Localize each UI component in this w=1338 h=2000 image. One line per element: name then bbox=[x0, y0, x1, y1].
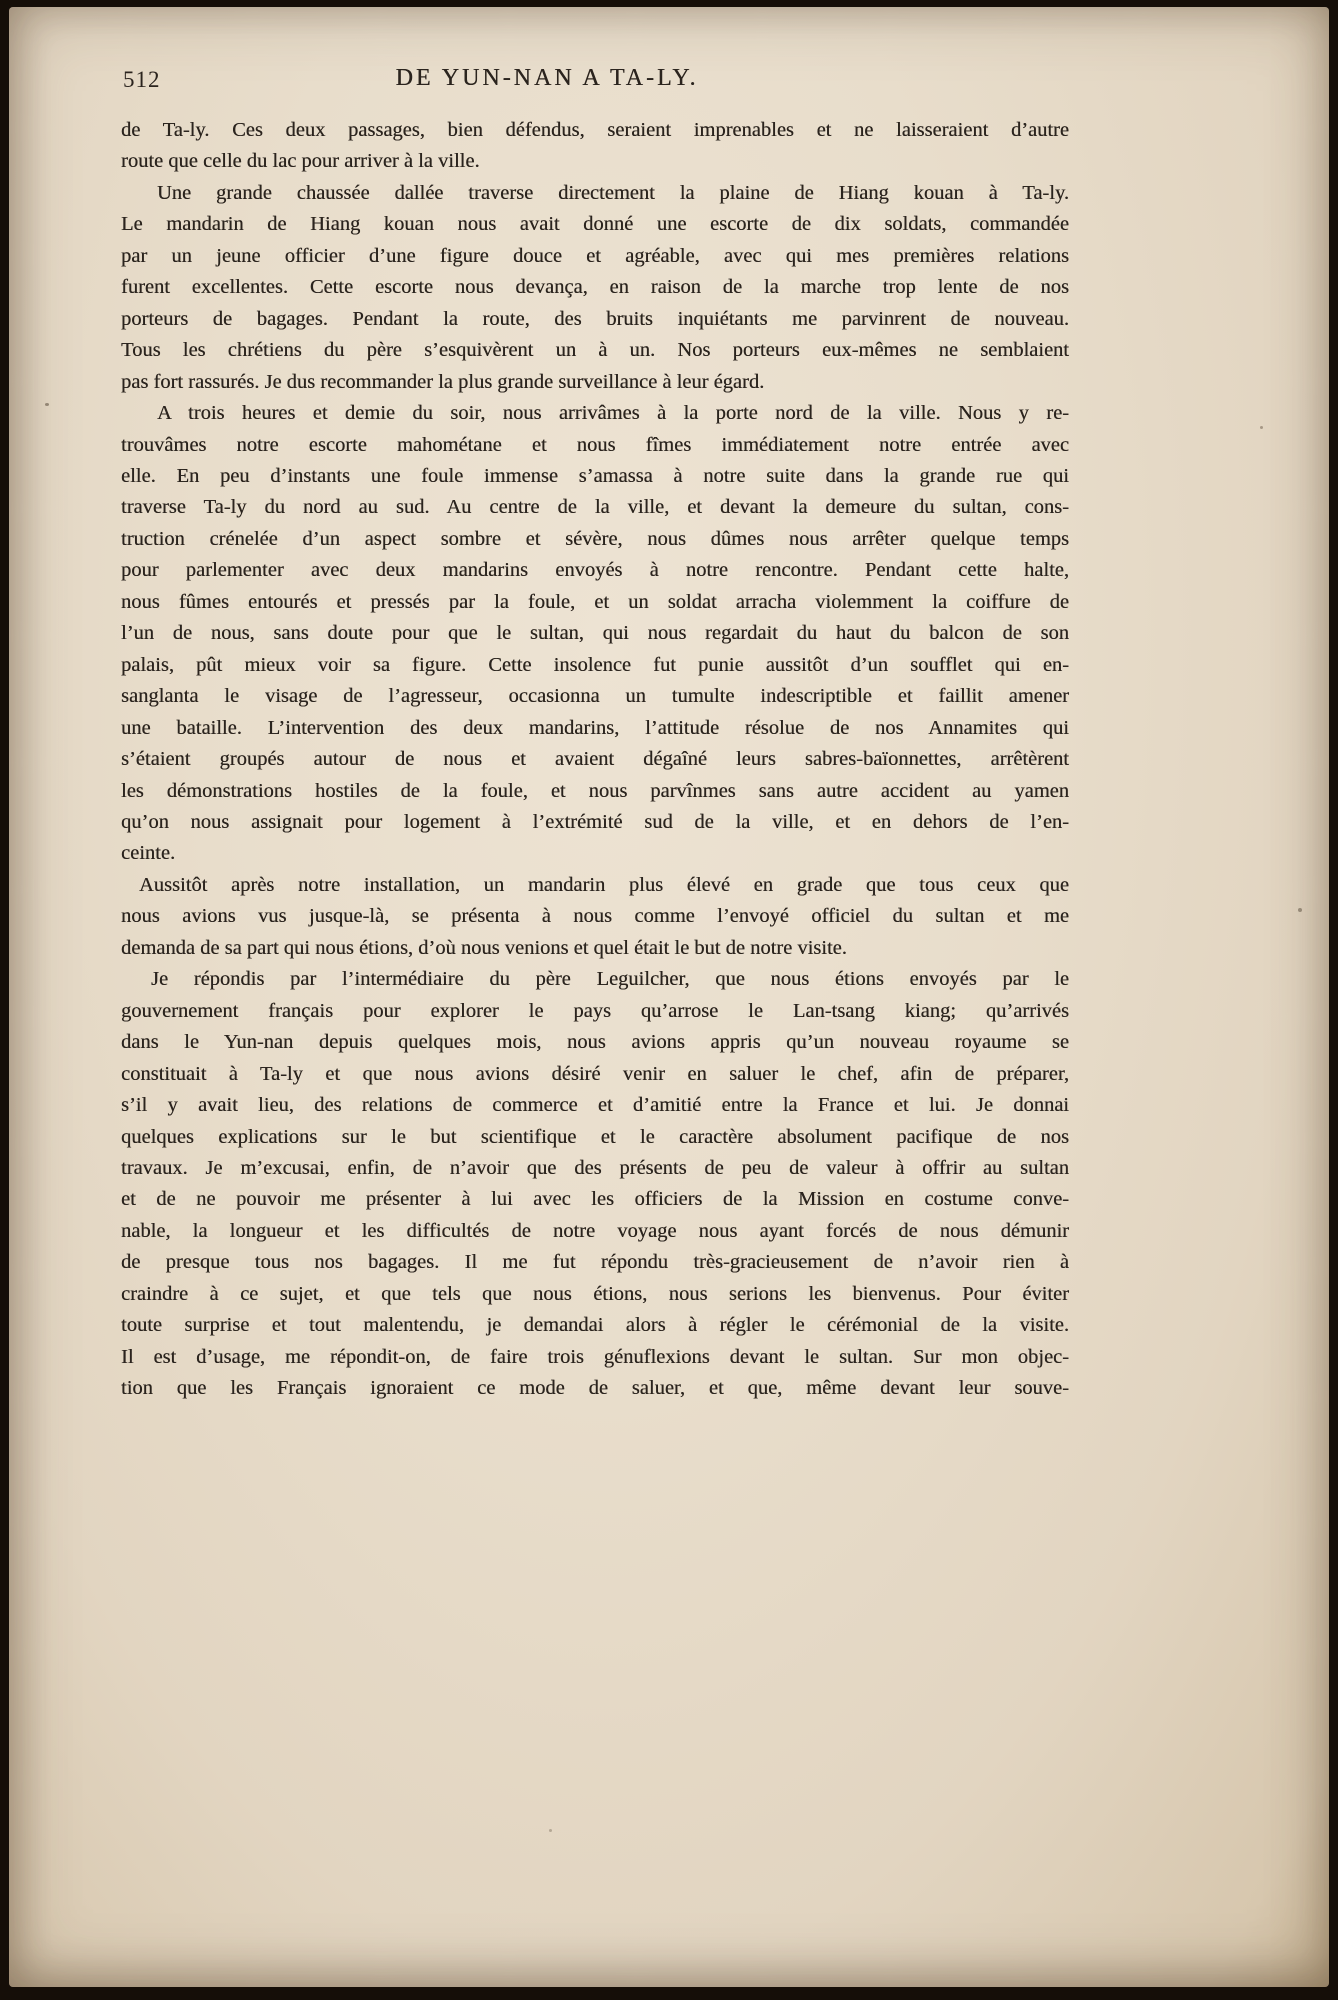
page-number: 512 bbox=[123, 67, 161, 92]
page-body bbox=[121, 115, 1069, 1405]
text-line: par un jeune officier d’une figure douce et agréable, avec qui mes premières relations bbox=[121, 244, 1069, 267]
running-title: DE YUN-NAN A TA-LY. bbox=[395, 65, 699, 91]
text-line: travaux. Je m’excusai, enfin, de n’avoir que des présents de peu de valeur à offrir au sultan bbox=[121, 1156, 1069, 1179]
scan-speck bbox=[45, 403, 49, 406]
scanned-book-page bbox=[9, 7, 1329, 1987]
text-line: gouvernement français pour explorer le pays qu’arrose le Lan-tsang kiang; qu’arrivés bbox=[121, 999, 1069, 1022]
text-line: s’étaient groupés autour de nous et avaient dégaîné leurs sabres-baïonnettes, arrêtèrent bbox=[121, 748, 1069, 771]
text-line: l’un de nous, sans doute pour que le sultan, qui nous regardait du haut du balcon de son bbox=[121, 622, 1069, 645]
text-line: constituait à Ta-ly et que nous avions désiré venir en saluer le chef, afin de préparer, bbox=[121, 1062, 1069, 1085]
text-line: route que celle du lac pour arriver à la ville. bbox=[121, 150, 480, 173]
text-line: furent excellentes. Cette escorte nous devança, en raison de la marche trop lente de nos bbox=[121, 276, 1069, 299]
scan-speck bbox=[549, 1829, 552, 1832]
text-line: traverse Ta-ly du nord au sud. Au centre de la ville, et devant la demeure du sultan, cons- bbox=[121, 496, 1069, 519]
text-line: sanglanta le visage de l’agresseur, occasionna un tumulte indescriptible et faillit amener bbox=[121, 685, 1069, 708]
text-line: les démonstrations hostiles de la foule, et nous parvînmes sans autre accident au yamen bbox=[121, 779, 1069, 802]
page-header bbox=[121, 59, 1069, 99]
text-line: nable, la longueur et les difficultés de notre voyage nous ayant forcés de nous démunir bbox=[121, 1219, 1069, 1242]
text-line: ceinte. bbox=[121, 842, 176, 865]
text-line: quelques explications sur le but scientifique et le caractère absolument pacifique de nos bbox=[121, 1125, 1069, 1148]
text-line: dans le Yun-nan depuis quelques mois, nous avions appris qu’un nouveau royaume se bbox=[121, 1031, 1069, 1054]
text-line: A trois heures et demie du soir, nous arrivâmes à la porte nord de la ville. Nous y re- bbox=[157, 402, 1069, 425]
text-line: Une grande chaussée dallée traverse directement la plaine de Hiang kouan à Ta-ly. bbox=[157, 181, 1069, 204]
text-line: palais, pût mieux voir sa figure. Cette insolence fut punie aussitôt d’un soufflet qui en- bbox=[121, 653, 1069, 676]
text-line: de presque tous nos bagages. Il me fut répondu très-gracieusement de n’avoir rien à bbox=[121, 1251, 1069, 1274]
text-line: Il est d’usage, me répondit-on, de faire trois génuflexions devant le sultan. Sur mon objec- bbox=[121, 1345, 1069, 1368]
text-line: craindre à ce sujet, et que tels que nous étions, nous serions les bienvenus. Pour éviter bbox=[121, 1282, 1069, 1305]
text-line: pas fort rassurés. Je dus recommander la plus grande surveillance à leur égard. bbox=[121, 370, 765, 393]
scan-speck bbox=[1260, 426, 1263, 429]
text-line: Tous les chrétiens du père s’esquivèrent un à un. Nos porteurs eux-mêmes ne semblaient bbox=[121, 339, 1069, 362]
text-line: qu’on nous assignait pour logement à l’extrémité sud de la ville, et en dehors de l’en- bbox=[121, 810, 1069, 833]
text-line: une bataille. L’intervention des deux mandarins, l’attitude résolue de nos Annamites qui bbox=[121, 716, 1069, 739]
text-line: demanda de sa part qui nous étions, d’où nous venions et quel était le but de notre visite. bbox=[121, 936, 847, 959]
page-content bbox=[121, 59, 1069, 1405]
text-line: de Ta-ly. Ces deux passages, bien défendus, seraient imprenables et ne laisseraient d’autre bbox=[121, 119, 1069, 141]
text-line: toute surprise et tout malentendu, je demandai alors à régler le cérémonial de la visite. bbox=[121, 1314, 1069, 1337]
text-line: nous fûmes entourés et pressés par la foule, et un soldat arracha violemment la coiffure de bbox=[121, 590, 1069, 613]
text-line: Je répondis par l’intermédiaire du père Leguilcher, que nous étions envoyés par le bbox=[151, 968, 1069, 991]
text-line: tion que les Français ignoraient ce mode de saluer, et que, même devant leur souve- bbox=[121, 1377, 1069, 1400]
text-line: s’il y avait lieu, des relations de commerce et d’amitié entre la France et lui. Je donnai bbox=[121, 1094, 1069, 1117]
scan-speck bbox=[1298, 908, 1302, 912]
text-line: pour parlementer avec deux mandarins envoyés à notre rencontre. Pendant cette halte, bbox=[121, 559, 1069, 582]
text-line: nous avions vus jusque-là, se présenta à nous comme l’envoyé officiel du sultan et me bbox=[121, 905, 1069, 928]
text-line: et de ne pouvoir me présenter à lui avec les officiers de la Mission en costume conve- bbox=[121, 1188, 1069, 1211]
text-line: trouvâmes notre escorte mahométane et nous fîmes immédiatement notre entrée avec bbox=[121, 433, 1069, 456]
text-line: elle. En peu d’instants une foule immense s’amassa à notre suite dans la grande rue qui bbox=[121, 464, 1069, 487]
text-line: Aussitôt après notre installation, un mandarin plus élevé en grade que tous ceux que bbox=[139, 873, 1069, 896]
text-line: porteurs de bagages. Pendant la route, des bruits inquiétants me parvinrent de nouveau. bbox=[121, 307, 1069, 330]
text-line: truction crénelée d’un aspect sombre et sévère, nous dûmes nous arrêter quelque temps bbox=[121, 527, 1069, 550]
text-line: Le mandarin de Hiang kouan nous avait donné une escorte de dix soldats, commandée bbox=[121, 213, 1069, 236]
